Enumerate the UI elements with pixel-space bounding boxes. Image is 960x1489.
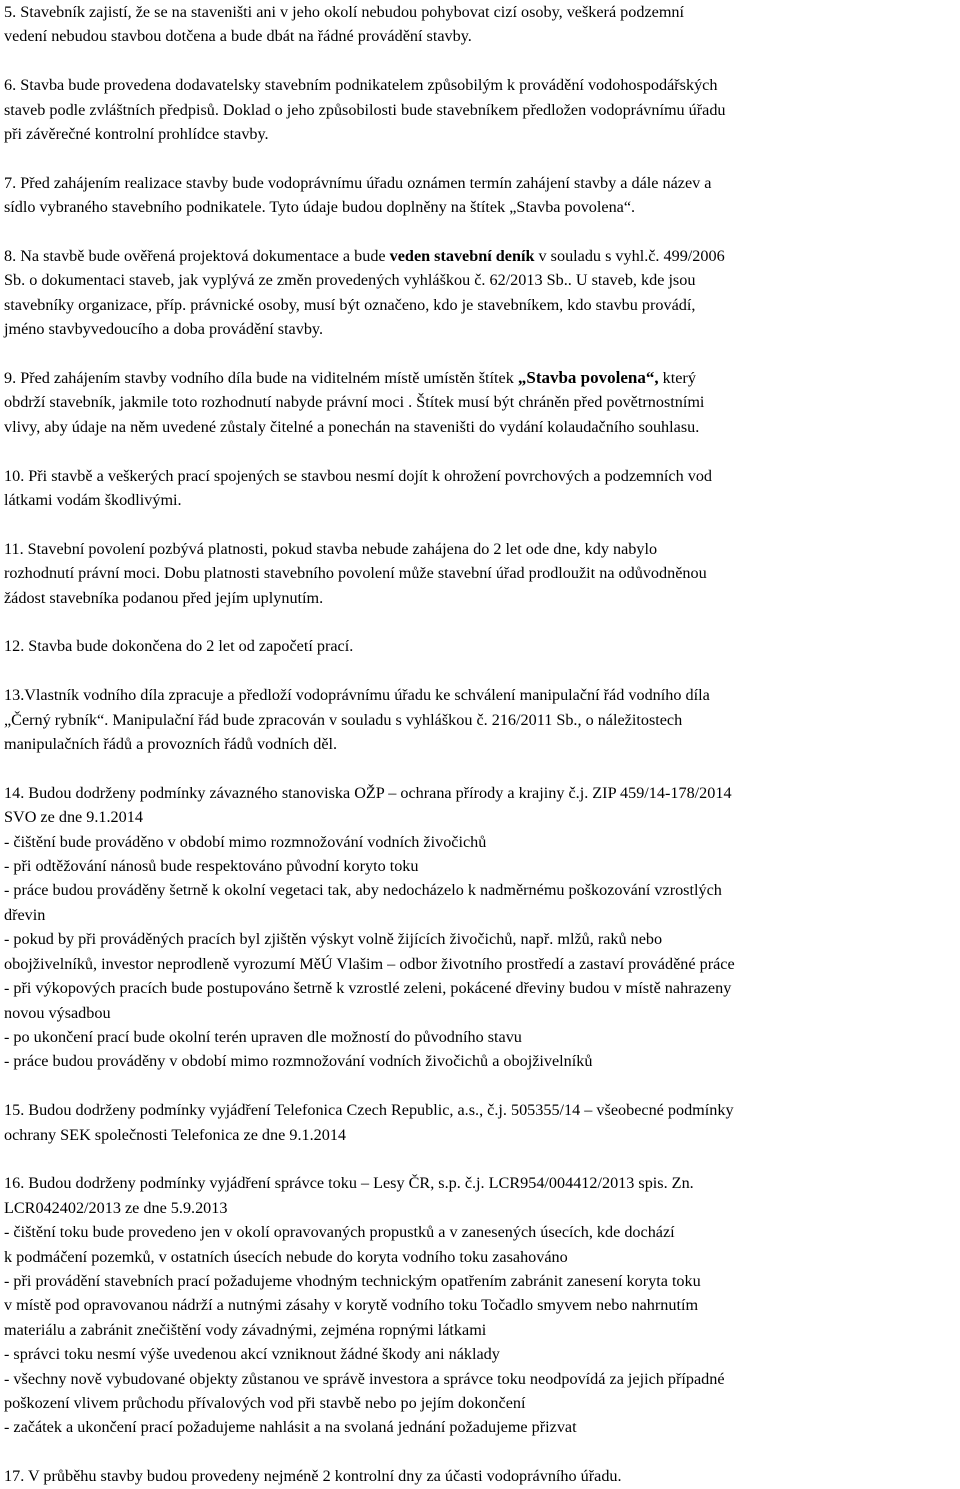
condition-6 [4,73,956,146]
text-line: k podmáčení pozemků, v ostatních úsecích nebude do koryta vodního toku zasahováno [4,1247,568,1266]
text-segment: v souladu s vyhl.č. 499/2006 [534,247,725,266]
condition-7 [4,171,956,220]
condition-15 [4,1098,956,1147]
bold-text-stavba-povolena: „Stavba povolena“, [517,368,659,388]
text-line: - při provádění stavebních prací požadujeme vhodným technickým opatřením zabránit zanesení koryta toku [4,1271,701,1290]
condition-8 [4,244,956,342]
text-line: 12. Stavba bude dokončena do 2 let od započetí prací. [4,637,354,656]
text-line: obdrží stavebník, jakmile toto rozhodnutí nabyde právní moci . Štítek musí být chráněn před povětrnostními [4,393,705,412]
text-line: žádost stavebníka podanou před jejím uplynutím. [4,588,324,607]
text-line: - všechny nově vybudované objekty zůstanou ve správě investora a správce toku neodpovídá za jejich případné [4,1369,725,1388]
text-line: 17. V průběhu stavby budou provedeny nejméně 2 kontrolní dny za účasti vodoprávního úřadu. [4,1467,622,1486]
text-segment: 8. Na stavbě bude ověřená projektová dokumentace a bude [4,247,390,266]
text-line: - práce budou prováděny v období mimo rozmnožování vodních živočichů a obojživelníků [4,1052,593,1071]
text-line: 10. Při stavbě a veškerých prací spojených se stavbou nesmí dojít k ohrožení povrchových a podzemních vod [4,466,713,485]
text-line [4,366,956,390]
condition-11 [4,537,956,610]
text-line: LCR042402/2013 ze dne 5.9.2013 [4,1198,228,1217]
condition-12 [4,634,956,658]
text-line: 6. Stavba bude provedena dodavatelsky stavebním podnikatelem způsobilým k provádění vodohospodářských [4,76,718,95]
text-line: ochrany SEK společnosti Telefonica ze dne 9.1.2014 [4,1125,347,1144]
text-line: dřevin [4,905,46,924]
text-line: obojživelníků, investor neprodleně vyrozumí MěÚ Vlašim – odbor životního prostředí a zastaví prováděné práce [4,954,735,973]
text-line: - čištění toku bude provedeno jen v okolí opravovaných propustků a v zanesených úsecích, kde dochází [4,1223,675,1242]
text-line: manipulačních řádů a provozních řádů vodních děl. [4,735,338,754]
condition-9 [4,366,956,439]
text-segment: který [658,369,696,388]
text-line: 5. Stavebník zajistí, že se na staveništi ani v jeho okolí nebudou pohybovat cizí osoby, veškerá podzemní [4,3,685,21]
condition-16 [4,1171,956,1439]
text-line: SVO ze dne 9.1.2014 [4,808,143,827]
text-line: 13.Vlastník vodního díla zpracuje a předloží vodoprávnímu úřadu ke schválení manipulační řád vodního díla [4,686,710,705]
text-line: - práce budou prováděny šetrně k okolní vegetaci tak, aby nedocházelo k nadměrnému poškozování vzrostlých [4,881,722,900]
text-line: staveb podle zvláštních předpisů. Doklad o jeho způsobilosti bude stavebníkem předložen vodoprávnímu úřadu [4,100,726,119]
text-line: - čištění bude prováděno v období mimo rozmnožování vodních živočichů [4,832,487,851]
text-line: vedení nebudou stavbou dotčena a bude dbát na řádné provádění stavby. [4,27,472,46]
text-line: - po ukončení prací bude okolní terén upraven dle možností do původního stavu [4,1027,522,1046]
text-line: 14. Budou dodrženy podmínky závazného stanoviska OŽP – ochrana přírody a krajiny č.j. ZIP 459/14-178/2014 [4,783,732,802]
text-line: 15. Budou dodrženy podmínky vyjádření Telefonica Czech Republic, a.s., č.j. 505355/14 – všeobecné podmínky [4,1101,734,1120]
text-line: - pokud by při prováděných pracích byl zjištěn výskyt volně žijících živočichů, např. mlžů, raků nebo [4,930,663,949]
condition-13 [4,683,956,756]
text-line: - správci toku nesmí výše uvedenou akcí vzniknout žádné škody ani náklady [4,1345,500,1364]
text-line: materiálu a zabránit znečištění vody závadnými, zejména ropnými látkami [4,1320,487,1339]
text-line: poškození vlivem průchodu přívalových vod při stavbě nebo po jejím dokončení [4,1393,526,1412]
text-line: - začátek a ukončení prací požadujeme nahlásit a na svolaná jednání požadujeme přizvat [4,1418,577,1437]
text-line: novou výsadbou [4,1003,111,1022]
text-line: Sb. o dokumentaci staveb, jak vyplývá ze změn provedených vyhláškou č. 62/2013 Sb.. U staveb, kde jsou [4,271,696,290]
text-line: 7. Před zahájením realizace stavby bude vodoprávnímu úřadu oznámen termín zahájení stavby a dále název a [4,173,712,192]
condition-17 [4,1464,956,1488]
text-line: - při výkopových pracích bude postupováno šetrně k vzrostlé zeleni, pokácené dřeviny budou v místě nahrazeny [4,979,732,998]
text-line: sídlo vybraného stavebního podnikatele. Tyto údaje budou doplněny na štítek „Stavba povolena“. [4,198,636,217]
text-line: vlivy, aby údaje na něm uvedené zůstaly čitelné a ponechán na staveništi do vydání kolaudačního souhlasu. [4,417,700,436]
condition-14 [4,781,956,1074]
text-line: - při odtěžování nánosů bude respektováno původní koryto toku [4,857,419,876]
text-line: v místě pod opravovanou nádrží a nutnými zásahy v korytě vodního toku Točadlo smyvem nebo nahrnutím [4,1296,699,1315]
text-line: při závěrečné kontrolní prohlídce stavby. [4,125,269,144]
condition-10 [4,464,956,513]
text-line: stavebníky organizace, příp. právnické osoby, musí být označeno, kdo je stavebníkem, kdo stavbu provádí, [4,295,696,314]
text-line [4,244,956,268]
text-line: „Černý rybník“. Manipulační řád bude zpracován v souladu s vyhláškou č. 216/2011 Sb., o náležitostech [4,710,683,729]
text-line: 11. Stavební povolení pozbývá platnosti, pokud stavba nebude zahájena do 2 let ode dne, kdy nabylo [4,539,658,558]
text-segment: 9. Před zahájením stavby vodního díla bude na viditelném místě umístěn štítek [4,369,518,388]
text-line: látkami vodám škodlivými. [4,491,182,510]
condition-5 [4,0,956,49]
text-line: 16. Budou dodrženy podmínky vyjádření správce toku – Lesy ČR, s.p. č.j. LCR954/004412/2013 spis. Zn. [4,1174,694,1193]
text-line: jméno stavbyvedoucího a doba provádění stavby. [4,320,324,339]
bold-text-stavebni-denik: veden stavební deník [389,247,535,266]
text-line: rozhodnutí právní moci. Dobu platnosti stavebního povolení může stavební úřad prodloužit na odůvodněnou [4,564,707,583]
